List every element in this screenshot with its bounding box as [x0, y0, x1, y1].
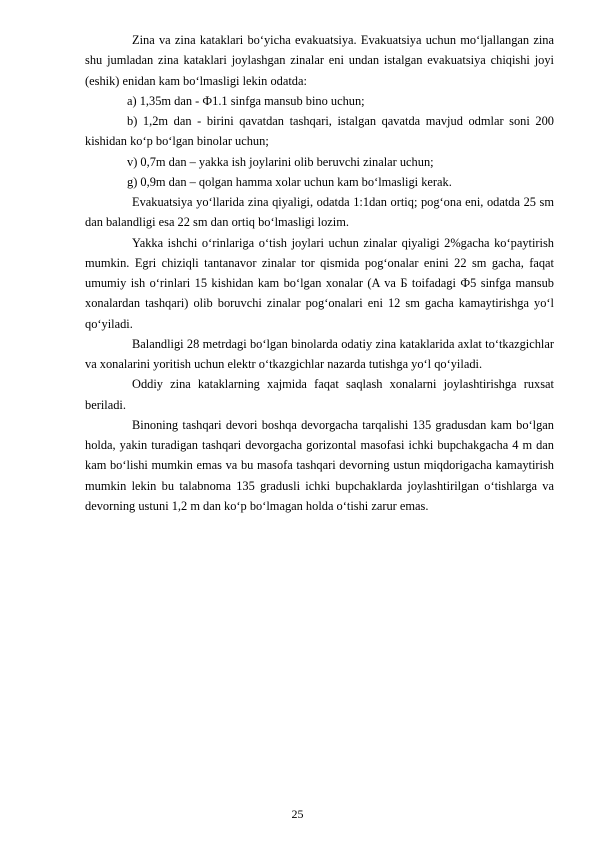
paragraph-stair-slope: Evakuatsiya yo‘llarida zina qiyaligi, odatda 1:1dan ortiq; pog‘ona eni, odatda 25 sm dan balandligi esa 22 sm dan ortiq bo‘lmasligi lozim. [85, 195, 554, 230]
paragraph-storage-rooms: Oddiy zina kataklarning xajmida faqat saqlash xonalarni joylashtirishga ruxsat beriladi. [85, 377, 554, 412]
list-item-v: v) 0,7m dan – yakka ish joylarini olib beruvchi zinalar uchun; [127, 154, 434, 169]
paragraph-workplace-stairs: Yakka ishchi o‘rinlariga o‘tish joylari uchun zinalar qiyaligi 2%gacha ko‘paytirish mumkin. Egri chiziqli tantanavor zinalar tor qismida pog‘onalar enini 22 sm gacha, faqat umumiy ish o‘rinlari 15 kishidan kam bo‘lgan xonalar (A va Б toifadagi Ф5 sinfga mansub xonalardan tashqari) olib boruvchi zinalar pog‘onalari eni 12 sm gacha kamaytirishga yo‘l qo‘yiladi. [85, 235, 554, 331]
paragraph-stair-evacuation: Zina va zina kataklari bo‘yicha evakuatsiya. Evakuatsiya uchun mo‘ljallangan zina shu jumladan zina kataklari joylashgan zinalar eni undan istalgan evakuatsiya chiqishi joyi (eshik) enidan kam bo‘lmasligi lekin odatda: [85, 33, 554, 88]
list-item-a: a) 1,35m dan - Ф1.1 sinfga mansub bino uchun; [127, 93, 365, 108]
paragraph-building-height: Balandligi 28 metrdagi bo‘lgan binolarda odatiy zina kataklarida axlat to‘tkazgichlar va xonalarini yoritish uchun elektr o‘tkazgichlar nazarda tutishga yo‘l qo‘yiladi. [85, 336, 554, 371]
list-item-g: g) 0,9m dan – qolgan hamma xolar uchun kam bo‘lmasligi kerak. [127, 174, 452, 189]
paragraph-external-wall: Binoning tashqari devori boshqa devorgacha tarqalishi 135 gradusdan kam bo‘lgan holda, yakin turadigan tashqari devorgacha gorizontal masofasi ichki bupchakgacha 4 m dan kam bo‘lishi mumkin emas va bu masofa tashqari devorning ustun miqdorigacha kamaytirish mumkin lekin bu talabnoma 135 gradusli ichki bupchaklarda joylashtirilgan o‘tishlarga va devorning ustuni 1,2 m dan ko‘p bo‘lmagan holda o‘tishi zarur emas. [85, 417, 554, 513]
list-item-b: b) 1,2m dan - birini qavatdan tashqari, istalgan qavatda mavjud odmlar soni 200 kishidan ko‘p bo‘lgan binolar uchun; [85, 114, 554, 149]
body-text [85, 30, 554, 516]
page-number: 25 [291, 807, 304, 821]
